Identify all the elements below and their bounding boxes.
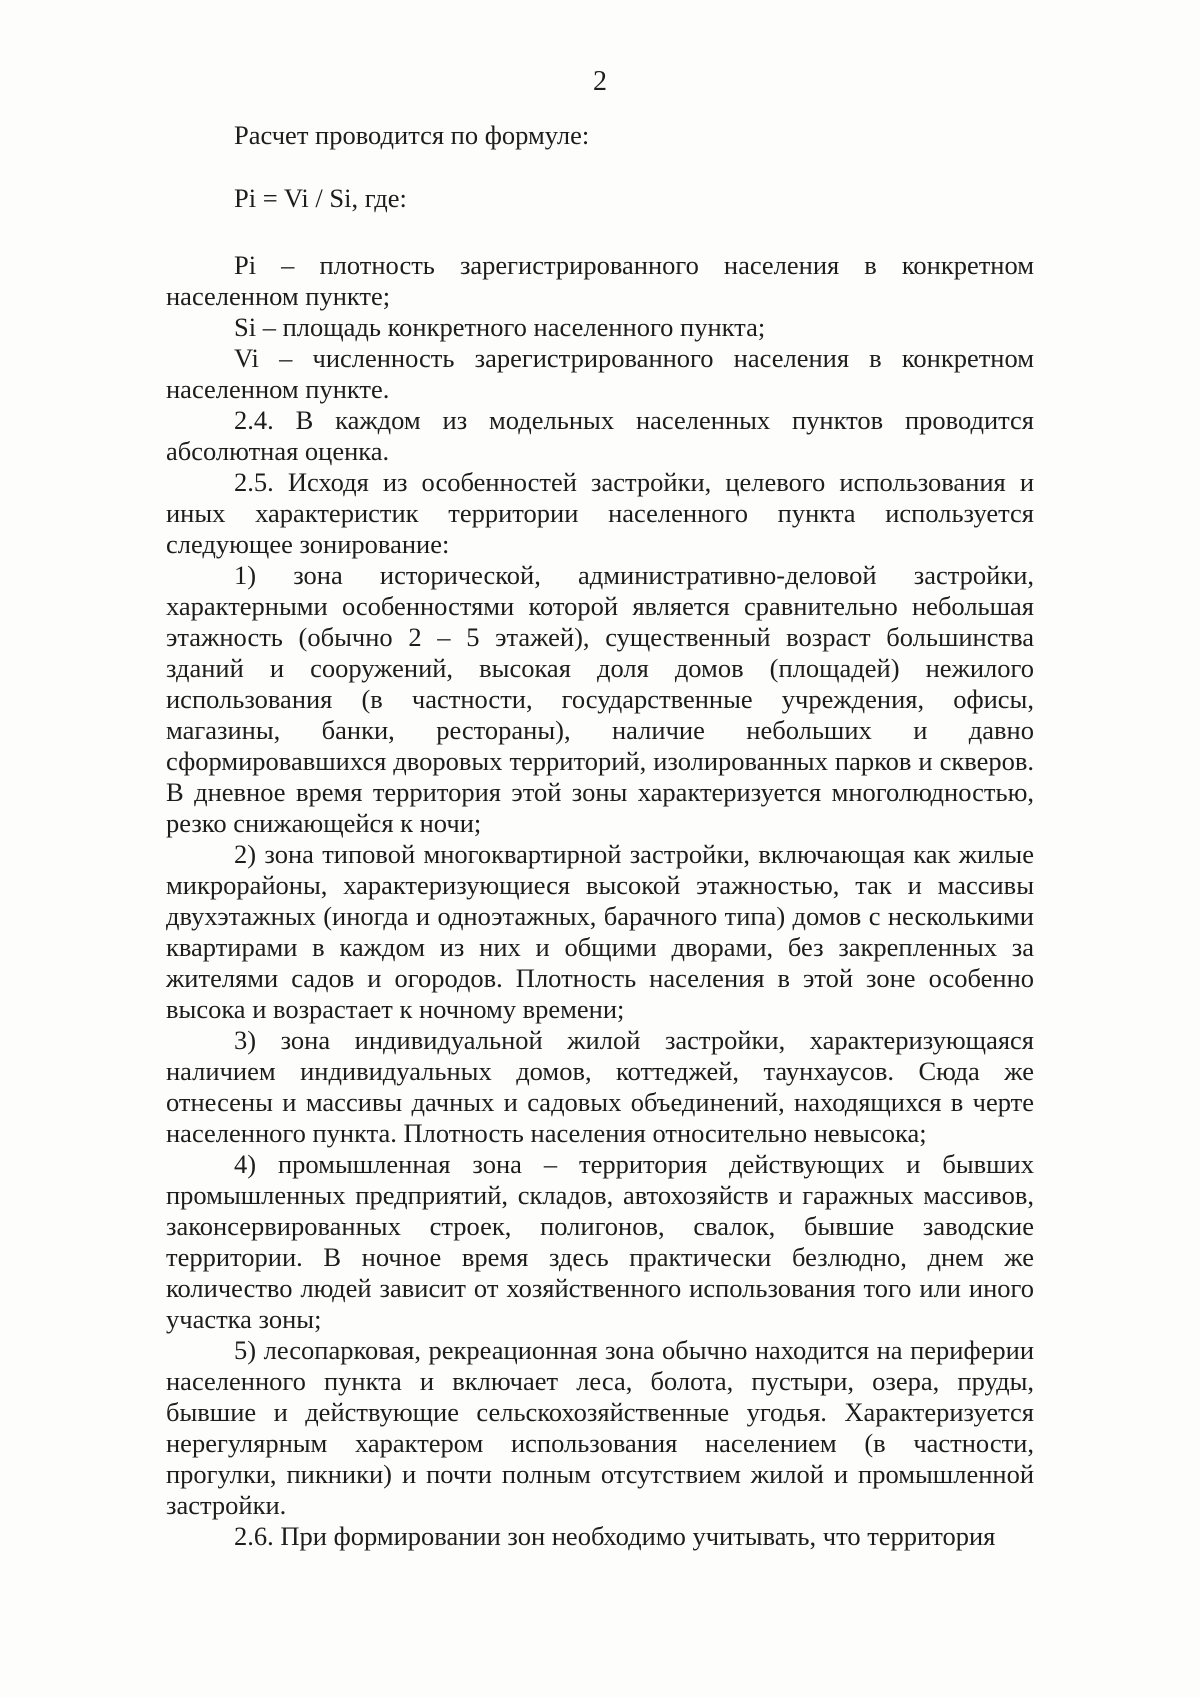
zone-5-paragraph: 5) лесопарковая, рекреационная зона обычно находится на периферии населенного пункта и включает леса, болота, пустыри, озера, пруды, бывшие и действующие сельскохозяйственные угодья. Характеризуется нерегулярным характером использования населением (в частности, прогулки, пикники) и почти полным отсутствием жилой и промышленной застройки. [166,1335,1034,1520]
zone-1-paragraph: 1) зона исторической, административно-деловой застройки, характерными особенностями которой является сравнительно небольшая этажность (обычно 2 – 5 этажей), существенный возраст большинства зданий и сооружений, высокая доля домов (площадей) нежилого использования (в частности, государственные учреждения, офисы, магазины, банки, рестораны), наличие небольших и давно сформировавшихся дворовых территорий, изолированных парков и скверов. В дневное время территория этой зоны характеризуется многолюдностью, резко снижающейся к ночи; [166,560,1034,838]
page-number: 2 [593,66,607,97]
definition-pi: Pi – плотность зарегистрированного населения в конкретном населенном пункте; [166,250,1034,311]
document-body [166,120,1034,1552]
formula: Pi = Vi / Si, где: [234,183,407,213]
paragraph-2-5: 2.5. Исходя из особенностей застройки, целевого использования и иных характеристик территории населенного пункта используется следующее зонирование: [166,467,1034,559]
paragraph-2-4: 2.4. В каждом из модельных населенных пунктов проводится абсолютная оценка. [166,405,1034,466]
formula-intro: Расчет проводится по формуле: [234,120,590,150]
definition-si: Si – площадь конкретного населенного пункта; [234,312,766,342]
definition-vi: Vi – численность зарегистрированного населения в конкретном населенном пункте. [166,343,1034,404]
zone-3-paragraph: 3) зона индивидуальной жилой застройки, характеризующаяся наличием индивидуальных домов, коттеджей, таунхаусов. Сюда же отнесены и массивы дачных и садовых объединений, находящихся в черте населенного пункта. Плотность населения относительно невысока; [166,1025,1034,1148]
zone-2-paragraph: 2) зона типовой многоквартирной застройки, включающая как жилые микрорайоны, характеризующиеся высокой этажностью, так и массивы двухэтажных (иногда и одноэтажных, барачного типа) домов с несколькими квартирами в каждом из них и общими дворами, без закрепленных за жителями садов и огородов. Плотность населения в этой зоне особенно высока и возрастает к ночному времени; [166,839,1034,1024]
paragraph-2-6: 2.6. При формировании зон необходимо учитывать, что территория [234,1521,996,1551]
zone-4-paragraph: 4) промышленная зона – территория действующих и бывших промышленных предприятий, складов, автохозяйств и гаражных массивов, законсервированных строек, полигонов, свалок, бывшие заводские территории. В ночное время здесь практически безлюдно, днем же количество людей зависит от хозяйственного использования того или иного участка зоны; [166,1149,1034,1334]
